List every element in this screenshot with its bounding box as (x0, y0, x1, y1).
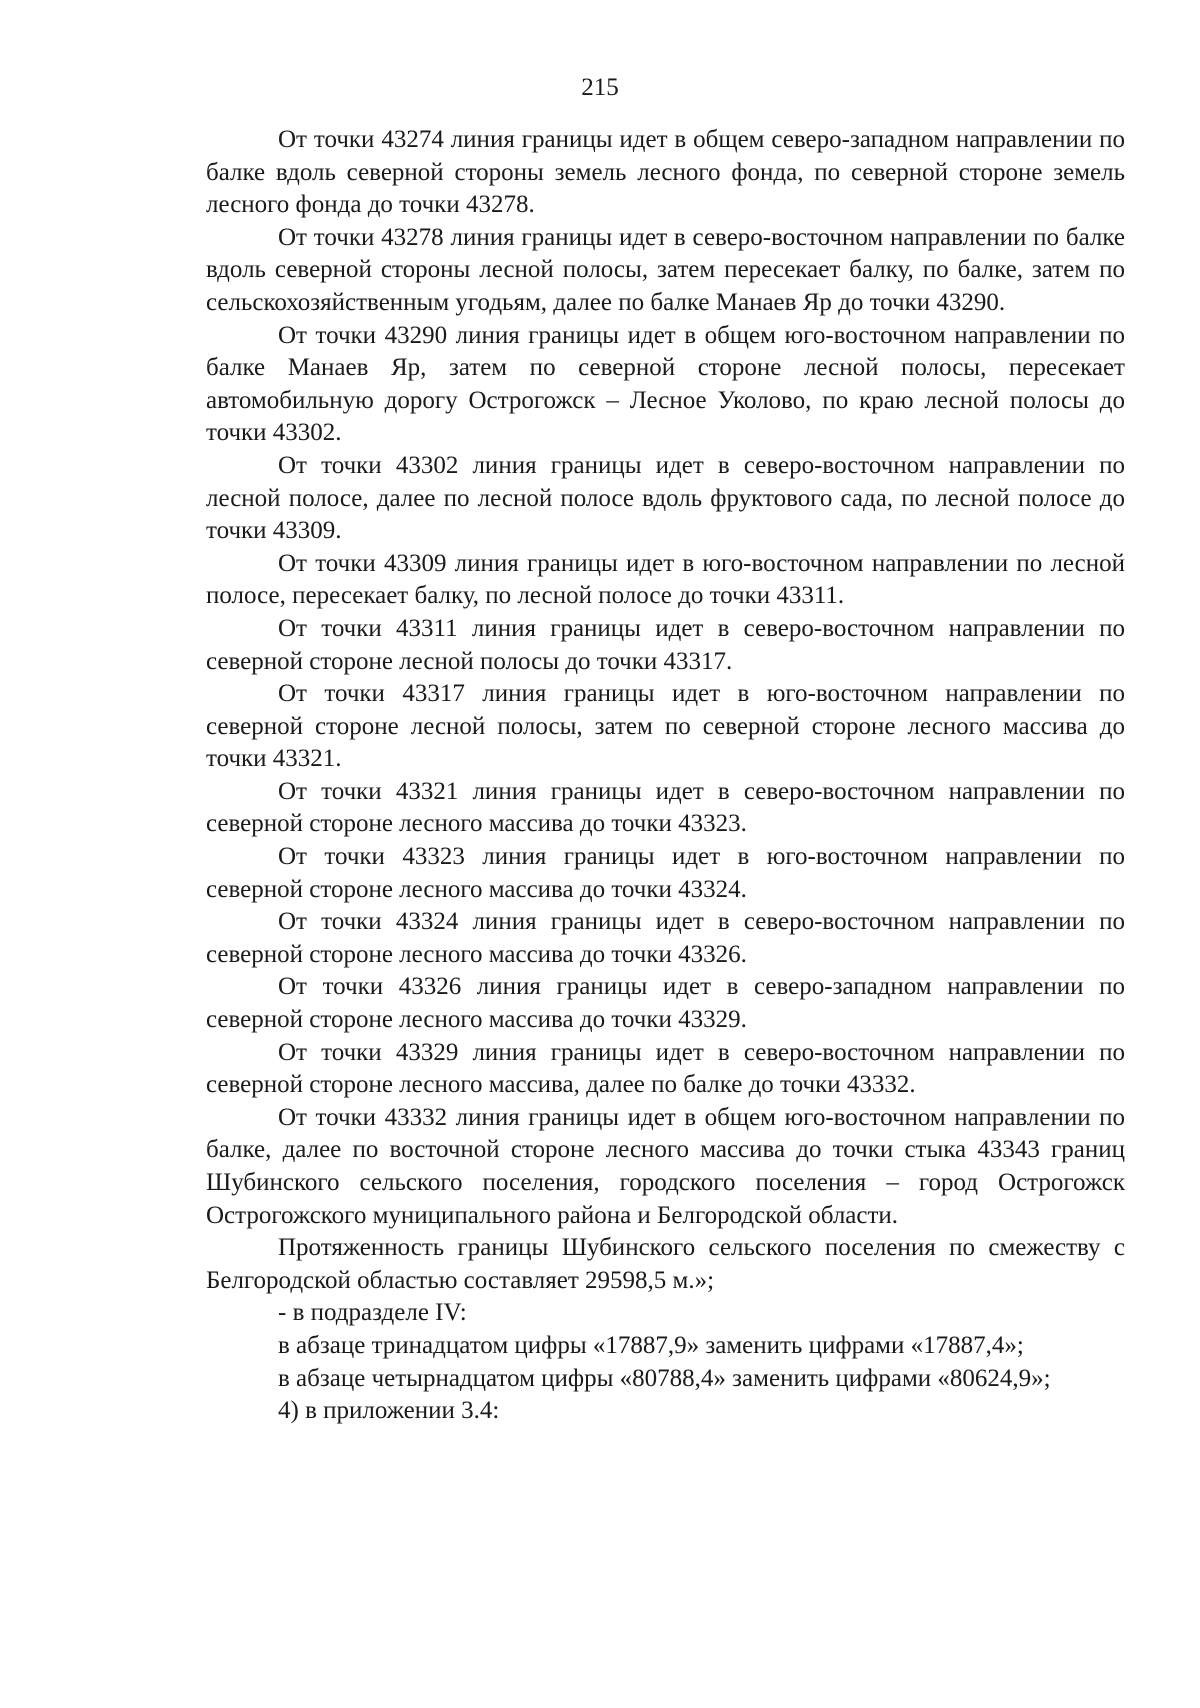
document-body (206, 124, 1125, 1428)
paragraph-9: От точки 43323 линия границы идет в юго-восточном направлении по северной стороне лесного массива до точки 43324. (206, 843, 1125, 903)
paragraph-11: От точки 43326 линия границы идет в северо-западном направлении по северной стороне лесного массива до точки 43329. (206, 973, 1125, 1034)
paragraph-14: Протяженность границы Шубинского сельского поселения по смежеству с Белгородской областью составляет 29598,5 м.»; (206, 1234, 1125, 1294)
page-number: 215 (581, 74, 619, 101)
paragraph-17: в абзаце четырнадцатом цифры «80788,4» заменить цифрами «80624,9»; (278, 1364, 1051, 1392)
paragraph-3: От точки 43290 линия границы идет в общем юго-восточном направлении по балке Манаев Яр, затем по северной стороне лесной полосы, пересекает автомобильную дорогу Острогожск – Лесное Уколово, по краю лесной полосы до точки 43302. (206, 321, 1125, 447)
paragraph-13: От точки 43332 линия границы идет в общем юго-восточном направлении по балке, далее по восточной стороне лесного массива до точки стыка 43343 границ Шубинского сельского поселения, городского поселения – город Острогожск Острогожского муниципального района и Белгородской области. (206, 1103, 1125, 1229)
paragraph-6: От точки 43311 линия границы идет в северо-восточном направлении по северной стороне лесной полосы до точки 43317. (206, 614, 1125, 675)
paragraph-2: От точки 43278 линия границы идет в северо-восточном направлении по балке вдоль северной стороны лесной полосы, затем пересекает балку, по балке, затем по сельскохозяйственным угодьям, далее по балке Манаев Яр до точки 43290. (206, 223, 1125, 316)
paragraph-12: От точки 43329 линия границы идет в северо-восточном направлении по северной стороне лесного массива, далее по балке до точки 43332. (206, 1038, 1125, 1099)
paragraph-10: От точки 43324 линия границы идет в северо-восточном направлении по северной стороне лесного массива до точки 43326. (206, 908, 1125, 968)
paragraph-5: От точки 43309 линия границы идет в юго-восточном направлении по лесной полосе, пересекает балку, по лесной полосе до точки 43311. (206, 549, 1125, 610)
paragraph-7: От точки 43317 линия границы идет в юго-восточном направлении по северной стороне лесной полосы, затем по северной стороне лесного массива до точки 43321. (206, 680, 1125, 773)
paragraph-16: в абзаце тринадцатом цифры «17887,9» заменить цифрами «17887,4»; (278, 1331, 1024, 1359)
paragraph-8: От точки 43321 линия границы идет в северо-восточном направлении по северной стороне лесного массива до точки 43323. (206, 777, 1125, 838)
paragraph-18: 4) в приложении 3.4: (278, 1397, 500, 1425)
paragraph-15: - в подразделе IV: (278, 1299, 467, 1327)
paragraph-4: От точки 43302 линия границы идет в северо-восточном направлении по лесной полосе, далее по лесной полосе вдоль фруктового сада, по лесной полосе до точки 43309. (206, 451, 1125, 545)
paragraph-1: От точки 43274 линия границы идет в общем северо-западном направлении по балке вдоль северной стороны земель лесного фонда, по северной стороне земель лесного фонда до точки 43278. (206, 126, 1125, 219)
